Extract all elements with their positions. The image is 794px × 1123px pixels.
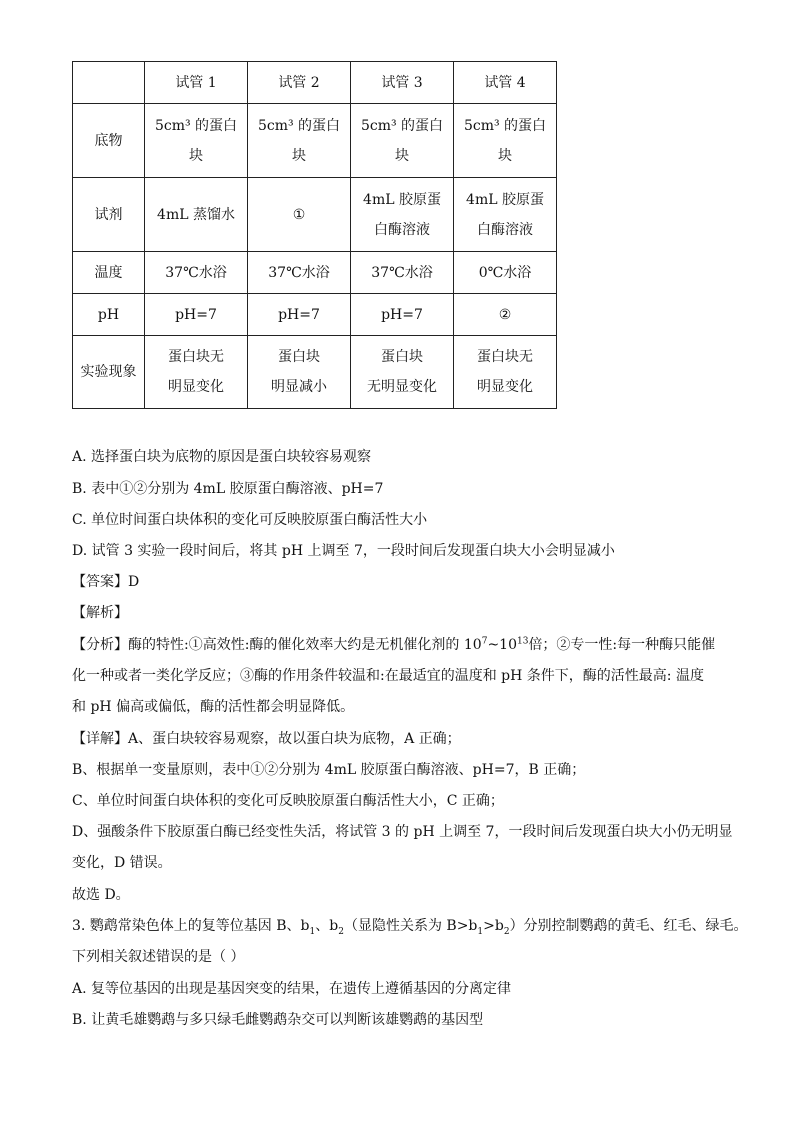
row-label: 温度 xyxy=(73,252,145,294)
option-d: D. 试管 3 实验一段时间后，将其 pH 上调至 7，一段时间后发现蛋白块大小会明显减小 xyxy=(72,543,615,559)
table-row-ph xyxy=(73,294,557,336)
table-cell: 5cm³ 的蛋白 块 xyxy=(145,104,248,178)
table-cell: 0℃水浴 xyxy=(454,252,557,294)
question-3-prompt: 下列相关叙述错误的是（ ） xyxy=(72,949,245,965)
table-header-row xyxy=(73,62,557,104)
table-row-reagent xyxy=(73,178,557,252)
table-cell: 4mL 胶原蛋 白酶溶液 xyxy=(351,178,454,252)
header-cell xyxy=(73,62,145,104)
detail-line: D、强酸条件下胶原蛋白酶已经变性失活，将试管 3 的 pH 上调至 7，一段时间后发现蛋白块大小仍无明显 xyxy=(72,824,733,840)
table-cell: 5cm³ 的蛋白 块 xyxy=(351,104,454,178)
row-label: pH xyxy=(73,294,145,336)
option-b: B. 表中①②分别为 4mL 胶原蛋白酶溶液、pH=7 xyxy=(72,481,384,497)
question-3-stem: 3. 鹦鹉常染色体上的复等位基因 B、$b_1$、$b_2$（显隐性关系为 $B>b_1>b_2$）分别控制鹦鹉的黄毛、红毛、绿毛。 xyxy=(72,918,748,937)
table-cell: ② xyxy=(454,294,557,336)
table-cell: 蛋白块无 明显变化 xyxy=(145,336,248,409)
analysis-line-2: 化一种或者一类化学反应；③酶的作用条件较温和:在最适宜的温度和 pH 条件下，酶的活性最高: 温度 xyxy=(72,668,704,684)
analysis-heading: 【解析】 xyxy=(72,605,128,621)
header-cell: 试管 2 xyxy=(248,62,351,104)
detail-line: 变化，D 错误。 xyxy=(72,855,172,871)
table-row-observation xyxy=(73,336,557,409)
table-cell: 37℃水浴 xyxy=(145,252,248,294)
header-cell: 试管 3 xyxy=(351,62,454,104)
table-cell: 蛋白块无 明显变化 xyxy=(454,336,557,409)
row-label: 实验现象 xyxy=(73,336,145,409)
option-c: C. 单位时间蛋白块体积的变化可反映胶原蛋白酶活性大小 xyxy=(72,512,428,528)
experiment-table xyxy=(72,61,557,409)
detail-line: B、根据单一变量原则，表中①②分别为 4mL 胶原蛋白酶溶液、pH=7，B 正确； xyxy=(72,762,586,778)
analysis-line-3: 和 pH 偏高或偏低，酶的活性都会明显降低。 xyxy=(72,699,355,715)
detail-line: C、单位时间蛋白块体积的变化可反映胶原蛋白酶活性大小，C 正确； xyxy=(72,793,504,809)
q3-option-a: A. 复等位基因的出现是基因突变的结果，在遗传上遵循基因的分离定律 xyxy=(72,981,512,997)
row-label: 底物 xyxy=(73,104,145,178)
table-cell: ① xyxy=(248,178,351,252)
analysis-line-1: 【分析】酶的特性:①高效性:酶的催化效率大约是无机催化剂的 $10^7\sim 10^{13}$倍；②专一性:每一种酶只能催 xyxy=(72,636,716,653)
table-cell: pH=7 xyxy=(145,294,248,336)
answer: 【答案】D xyxy=(72,574,140,590)
q3-option-b: B. 让黄毛雄鹦鹉与多只绿毛雌鹦鹉杂交可以判断该雄鹦鹉的基因型 xyxy=(72,1012,484,1028)
table-cell: pH=7 xyxy=(248,294,351,336)
table-cell: 5cm³ 的蛋白 块 xyxy=(248,104,351,178)
header-cell: 试管 1 xyxy=(145,62,248,104)
table-cell: 4mL 蒸馏水 xyxy=(145,178,248,252)
table-cell: 5cm³ 的蛋白 块 xyxy=(454,104,557,178)
row-label: 试剂 xyxy=(73,178,145,252)
detail-line: 【详解】A、蛋白块较容易观察，故以蛋白块为底物，A 正确； xyxy=(72,731,461,747)
table-cell: pH=7 xyxy=(351,294,454,336)
table-cell: 37℃水浴 xyxy=(351,252,454,294)
table-cell: 蛋白块 无明显变化 xyxy=(351,336,454,409)
table-cell: 37℃水浴 xyxy=(248,252,351,294)
table-row-substrate xyxy=(73,104,557,178)
table-row-temperature xyxy=(73,252,557,294)
table-cell: 蛋白块 明显减小 xyxy=(248,336,351,409)
table-cell: 4mL 胶原蛋 白酶溶液 xyxy=(454,178,557,252)
header-cell: 试管 4 xyxy=(454,62,557,104)
option-a: A. 选择蛋白块为底物的原因是蛋白块较容易观察 xyxy=(72,449,372,465)
detail-line: 故选 D。 xyxy=(72,887,130,903)
